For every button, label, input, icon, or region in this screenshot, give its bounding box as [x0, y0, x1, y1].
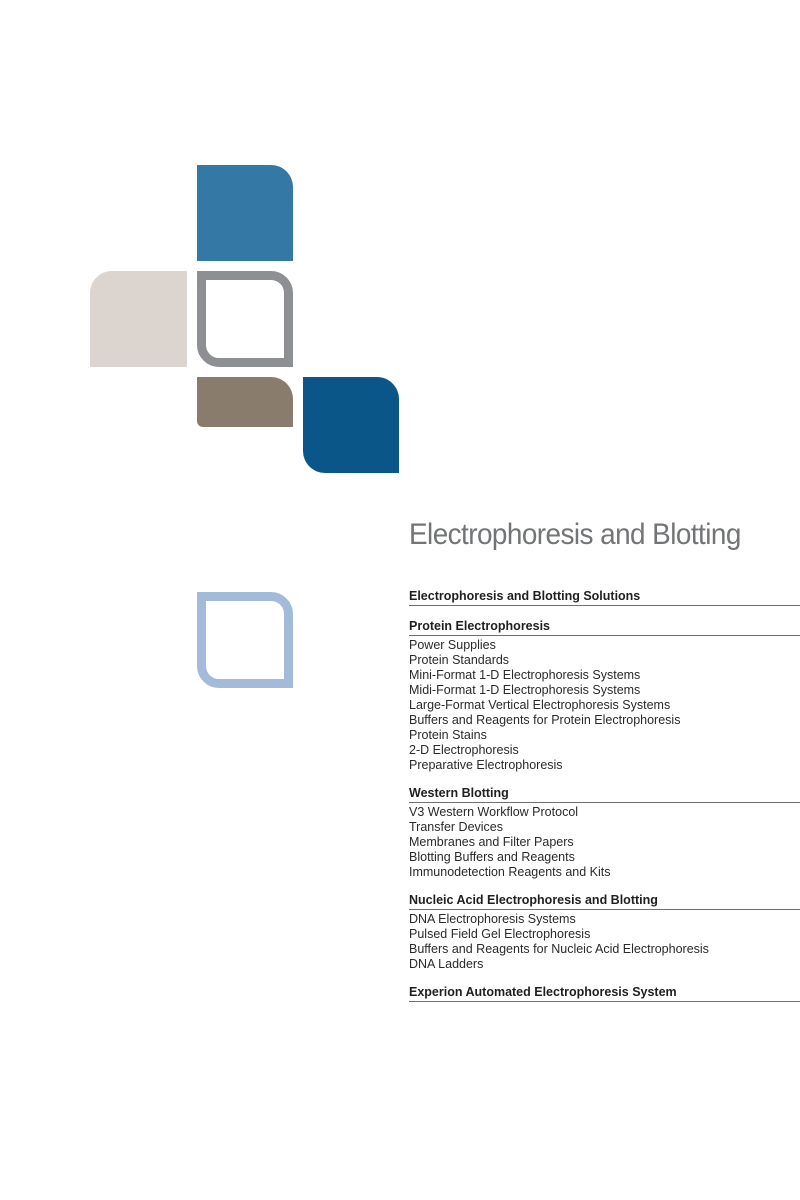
toc-item: Buffers and Reagents for Protein Electrophoresis — [409, 713, 681, 727]
decorative-tile-brown — [197, 377, 293, 427]
decorative-tile-dark-blue — [303, 377, 399, 473]
toc-section-heading: Nucleic Acid Electrophoresis and Blotting — [409, 893, 800, 910]
table-of-contents — [409, 589, 800, 1015]
toc-item: Transfer Devices — [409, 820, 504, 834]
toc-section-heading: Western Blotting — [409, 786, 800, 803]
toc-item: Immunodetection Reagents and Kits — [409, 865, 611, 879]
toc-item: Membranes and Filter Papers — [409, 835, 574, 849]
toc-section-heading: Electrophoresis and Blotting Solutions — [409, 589, 800, 606]
toc-section — [409, 619, 800, 773]
toc-item: Mini-Format 1-D Electrophoresis Systems — [409, 668, 641, 682]
page-title: Electrophoresis and Blotting — [409, 518, 741, 551]
toc-item: Pulsed Field Gel Electrophoresis — [409, 927, 591, 941]
toc-item: Large-Format Vertical Electrophoresis Systems — [409, 698, 671, 712]
decorative-tile-blue — [197, 165, 293, 261]
toc-item: Protein Standards — [409, 653, 510, 667]
toc-section — [409, 893, 800, 972]
toc-item: DNA Ladders — [409, 957, 484, 971]
toc-item: DNA Electrophoresis Systems — [409, 912, 576, 926]
toc-item: Midi-Format 1-D Electrophoresis Systems — [409, 683, 641, 697]
toc-section — [409, 786, 800, 880]
toc-item: V3 Western Workflow Protocol — [409, 805, 579, 819]
toc-item: Preparative Electrophoresis — [409, 758, 563, 772]
toc-item: Buffers and Reagents for Nucleic Acid Electrophoresis — [409, 942, 709, 956]
toc-item: Blotting Buffers and Reagents — [409, 850, 575, 864]
decorative-tile-gray-outline — [197, 271, 293, 367]
decorative-tile-beige — [90, 271, 187, 367]
toc-section-heading: Experion Automated Electrophoresis System — [409, 985, 800, 1002]
toc-item: Protein Stains — [409, 728, 487, 742]
decorative-tile-light-blue-outline — [197, 592, 293, 688]
toc-section-heading: Protein Electrophoresis — [409, 619, 800, 636]
toc-section — [409, 985, 800, 1002]
toc-section — [409, 589, 800, 606]
toc-item: 2-D Electrophoresis — [409, 743, 519, 757]
toc-item: Power Supplies — [409, 638, 496, 652]
